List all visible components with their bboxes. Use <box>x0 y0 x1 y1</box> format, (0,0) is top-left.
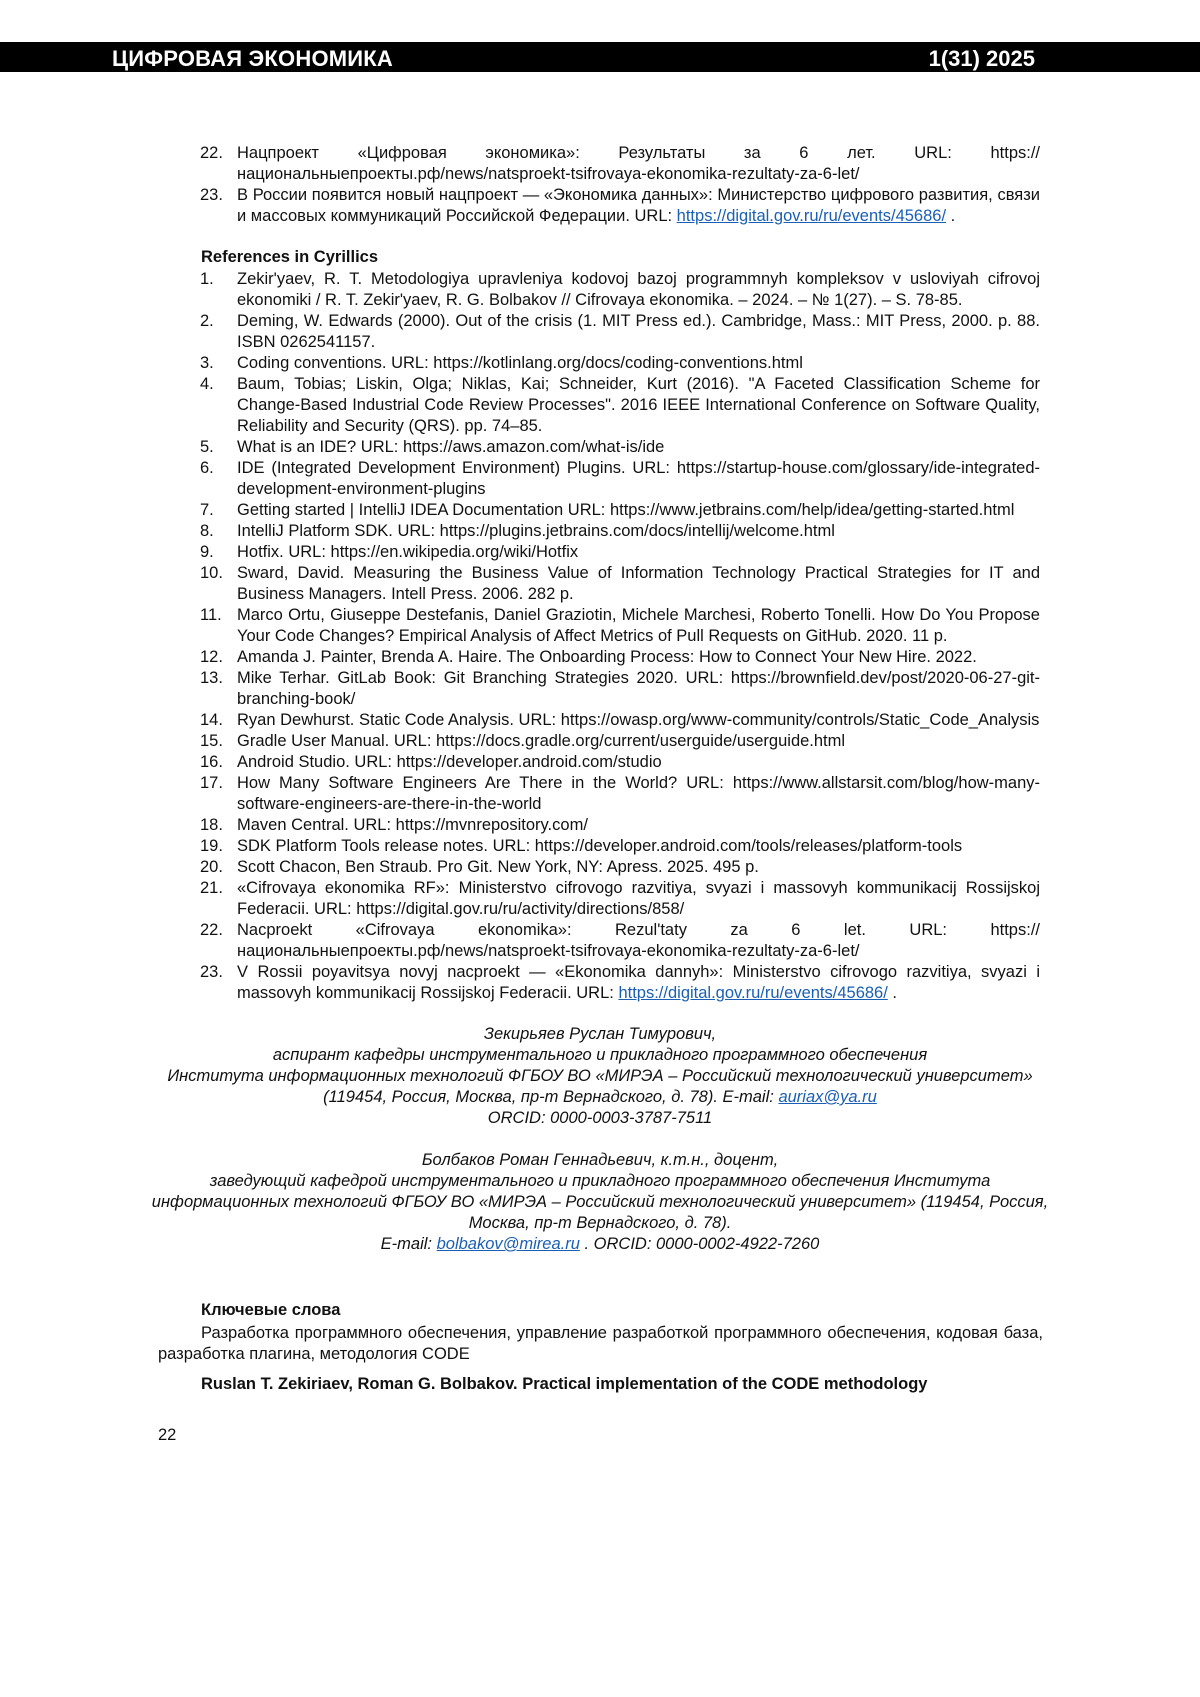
reference-text: Mike Terhar. GitLab Book: Git Branching Strategies 2020. URL: https://brownfield.dev/post/2020-06-27-git-branching-book/ <box>237 669 1040 708</box>
reference-text: Sward, David. Measuring the Business Value of Information Technology Practical Strategies for IT and Business Managers. Intell Press. 2006. 282 p. <box>237 564 1040 603</box>
reference-text: Coding conventions. URL: https://kotlinlang.org/docs/coding-conventions.html <box>237 354 803 372</box>
reference-text: Nacproekt «Cifrovaya ekonomika»: Rezul'taty za 6 let. URL: https://национальныепроекты.рф/news/natsproekt-tsifrovaya-ekonomika-rezultaty-za-6-let/ <box>237 921 1040 960</box>
author-affiliation: аспирант кафедры инструментального и прикладного программного обеспечения <box>272 1046 928 1064</box>
keywords-text: Разработка программного обеспечения, управление разработкой программного обеспечения, кодовая база, разработка плагина, методология CODE <box>158 1324 1043 1363</box>
reference-number: 22. <box>200 144 223 162</box>
author-affiliation-text: Института информационных технологий ФГБОУ ВО «МИРЭА – Российский технологический университет» (119454, Россия, Москва, пр-т Вернадского, д. 78). E-mail: <box>167 1067 1033 1106</box>
reference-tail: . <box>946 207 956 225</box>
reference-text: IntelliJ Platform SDK. URL: https://plugins.jetbrains.com/docs/intellij/welcome.html <box>237 522 835 540</box>
email-prefix: E-mail: <box>380 1235 437 1253</box>
page-number: 22 <box>158 1426 177 1444</box>
reference-link[interactable]: https://digital.gov.ru/ru/events/45686/ <box>676 207 947 225</box>
journal-header-bar <box>0 42 1200 72</box>
cyrillic-references-heading: References in Cyrillics <box>201 248 379 266</box>
reference-number: 18. <box>200 816 223 834</box>
reference-number: 4. <box>200 375 214 393</box>
reference-number: 12. <box>200 648 223 666</box>
reference-text: Amanda J. Painter, Brenda A. Haire. The Onboarding Process: How to Connect Your New Hire. 2022. <box>237 648 977 666</box>
keywords-heading: Ключевые слова <box>201 1301 341 1319</box>
reference-number: 5. <box>200 438 214 456</box>
reference-text: Getting started | IntelliJ IDEA Documentation URL: https://www.jetbrains.com/help/idea/getting-started.html <box>237 501 1015 519</box>
reference-item <box>200 353 1040 374</box>
reference-text: V Rossii poyavitsya novyj nacproekt — «Ekonomika dannyh»: Ministerstvo cifrovogo razvitiya, svyazi i massovyh kommunikacij Rossijskoj Federacii. URL: <box>237 963 1040 1002</box>
reference-item <box>200 647 1040 668</box>
reference-text: Baum, Tobias; Liskin, Olga; Niklas, Kai; Schneider, Kurt (2016). "A Faceted Classification Scheme for Change-Based Industrial Code Review Processes". 2016 IEEE International Conference on Software Quality, Reliability and Security (QRS). pp. 74–85. <box>237 375 1040 435</box>
reference-text: Zekir'yaev, R. T. Metodologiya upravleniya kodovoj bazoj programmnyh kompleksov v usloviyah cifrovoj ekonomiki / R. T. Zekir'yaev, R. G. Bolbakov // Cifrovaya ekonomika. – 2024. – № 1(27). – S. 78-85. <box>237 270 1040 309</box>
reference-number: 14. <box>200 711 223 729</box>
reference-text: Hotfix. URL: https://en.wikipedia.org/wiki/Hotfix <box>237 543 579 561</box>
references-continued <box>0 143 1200 227</box>
reference-item <box>200 773 1040 815</box>
reference-item <box>200 311 1040 353</box>
reference-text: В России появится новый нацпроект — «Экономика данных»: Министерство цифрового развития, связи и массовых коммуникаций Российской Федерации. URL: <box>237 186 1040 225</box>
reference-text: Maven Central. URL: https://mvnrepository.com/ <box>237 816 588 834</box>
reference-item <box>200 605 1040 647</box>
reference-item <box>200 836 1040 857</box>
reference-item <box>200 500 1040 521</box>
reference-item <box>200 815 1040 836</box>
author-affiliation-cont <box>150 1066 1050 1108</box>
reference-item <box>200 374 1040 437</box>
page-content <box>0 143 1200 1446</box>
reference-text: Android Studio. URL: https://developer.android.com/studio <box>237 753 662 771</box>
author-name: Зекирьяев Руслан Тимурович, <box>483 1025 717 1043</box>
reference-number: 13. <box>200 669 223 687</box>
reference-item <box>200 542 1040 563</box>
reference-text: How Many Software Engineers Are There in the World? URL: https://www.allstarsit.com/blog/how-many-software-engineers-are-there-in-the-world <box>237 774 1040 813</box>
reference-text: SDK Platform Tools release notes. URL: https://developer.android.com/tools/releases/platform-tools <box>237 837 963 855</box>
english-title: Ruslan T. Zekiriaev, Roman G. Bolbakov. Practical implementation of the CODE methodology <box>201 1375 928 1393</box>
reference-item <box>200 143 1040 185</box>
reference-text: Marco Ortu, Giuseppe Destefanis, Daniel Graziotin, Michele Marchesi, Roberto Tonelli. How Do You Propose Your Code Changes? Empirical Analysis of Affect Metrics of Pull Requests on GitHub. 2020. 11 p. <box>237 606 1040 645</box>
reference-tail: . <box>887 984 897 1002</box>
reference-number: 15. <box>200 732 223 750</box>
reference-text: Нацпроект «Цифровая экономика»: Результаты за 6 лет. URL: https://национальныепроекты.рф/news/natsproekt-tsifrovaya-ekonomika-rezultaty-za-6-let/ <box>237 144 1040 183</box>
reference-number: 22. <box>200 921 223 939</box>
reference-item <box>200 857 1040 878</box>
reference-number: 23. <box>200 963 223 981</box>
reference-text: «Cifrovaya ekonomika RF»: Ministerstvo cifrovogo razvitiya, svyazi i massovyh kommunikacij Rossijskoj Federacii. URL: https://digital.gov.ru/ru/activity/directions/858/ <box>237 879 1040 918</box>
reference-item <box>200 521 1040 542</box>
reference-number: 3. <box>200 354 214 372</box>
reference-item <box>200 563 1040 605</box>
reference-text: Deming, W. Edwards (2000). Out of the crisis (1. MIT Press ed.). Cambridge, Mass.: MIT Press, 2000. p. 88. ISBN 0262541157. <box>237 312 1040 351</box>
reference-item <box>200 185 1040 227</box>
reference-item <box>200 710 1040 731</box>
reference-number: 23. <box>200 186 223 204</box>
author-info-zekiryaev <box>150 1024 1050 1129</box>
reference-number: 16. <box>200 753 223 771</box>
author-orcid: ORCID: 0000-0003-3787-7511 <box>487 1109 713 1127</box>
author-name: Болбаков Роман Геннадьевич, к.т.н., доцент, <box>421 1151 779 1169</box>
reference-item <box>200 437 1040 458</box>
reference-number: 6. <box>200 459 214 477</box>
reference-number: 19. <box>200 837 223 855</box>
reference-text: Ryan Dewhurst. Static Code Analysis. URL: https://owasp.org/www-community/controls/Static_Code_Analysis <box>237 711 1040 729</box>
reference-item <box>200 962 1040 1004</box>
reference-number: 20. <box>200 858 223 876</box>
reference-item <box>200 269 1040 311</box>
author-affiliation: заведующий кафедрой инструментального и прикладного программного обеспечения Института информационных технологий ФГБОУ ВО «МИРЭА – Российский технологический университет» (119454, Россия, Москва, пр-т Вернадского, д. 78). <box>151 1172 1049 1232</box>
reference-text: Scott Chacon, Ben Straub. Pro Git. New York, NY: Apress. 2025. 495 p. <box>237 858 759 876</box>
reference-number: 11. <box>200 606 222 624</box>
reference-number: 2. <box>200 312 214 330</box>
author-orcid: . ORCID: 0000-0002-4922-7260 <box>579 1235 820 1253</box>
issue-number: 1(31) 2025 <box>928 46 1035 71</box>
author-contact <box>150 1234 1050 1255</box>
reference-item <box>200 752 1040 773</box>
reference-item <box>200 920 1040 962</box>
reference-item <box>200 878 1040 920</box>
reference-item <box>200 458 1040 500</box>
reference-number: 10. <box>200 564 223 582</box>
author-email-link[interactable]: auriax@ya.ru <box>778 1088 877 1106</box>
reference-number: 8. <box>200 522 214 540</box>
reference-item <box>200 668 1040 710</box>
reference-number: 9. <box>200 543 214 561</box>
cyrillic-references-list <box>0 269 1200 1004</box>
reference-number: 1. <box>200 270 214 288</box>
author-email-link[interactable]: bolbakov@mirea.ru <box>436 1235 580 1253</box>
reference-link[interactable]: https://digital.gov.ru/ru/events/45686/ <box>618 984 888 1002</box>
reference-number: 17. <box>200 774 223 792</box>
reference-item <box>200 731 1040 752</box>
reference-number: 7. <box>200 501 214 519</box>
journal-title: ЦИФРОВАЯ ЭКОНОМИКА <box>112 46 394 71</box>
reference-text: IDE (Integrated Development Environment) Plugins. URL: https://startup-house.com/glossary/ide-integrated-development-environment-plugins <box>237 459 1040 498</box>
reference-text: What is an IDE? URL: https://aws.amazon.com/what-is/ide <box>237 438 665 456</box>
author-info-bolbakov <box>150 1150 1050 1255</box>
reference-number: 21. <box>200 879 223 897</box>
reference-text: Gradle User Manual. URL: https://docs.gradle.org/current/userguide/userguide.html <box>237 732 846 750</box>
